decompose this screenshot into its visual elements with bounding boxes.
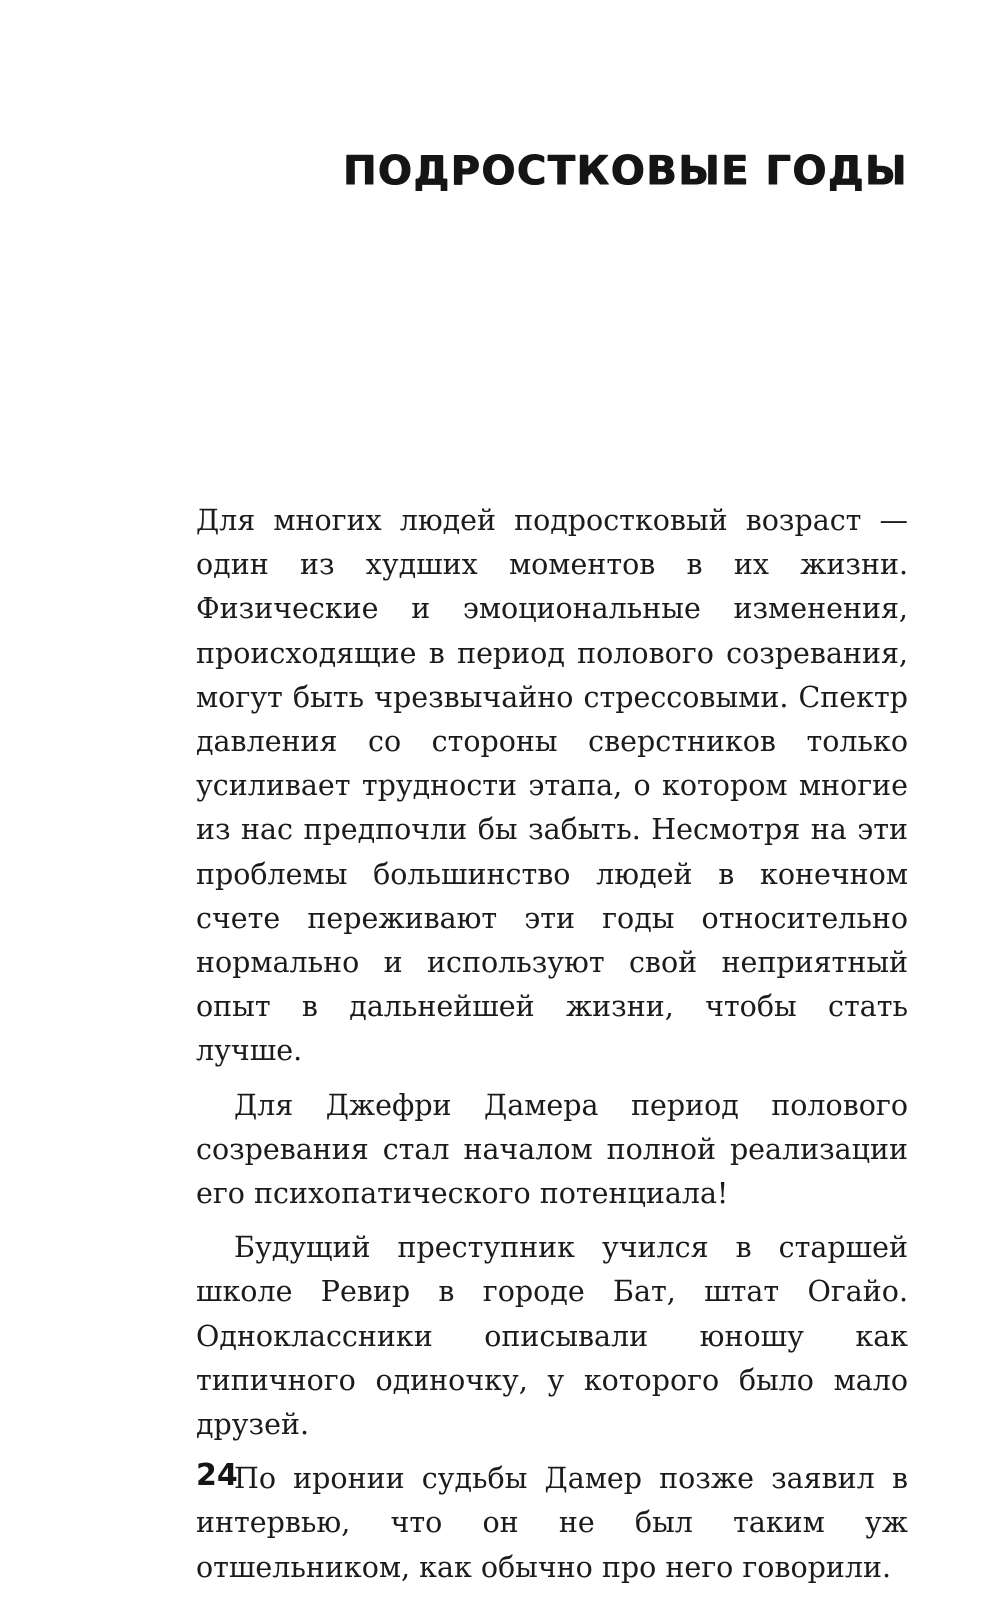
chapter-title: ПОДРОСТКОВЫЕ ГОДЫ	[342, 148, 908, 194]
paragraph: Для многих людей подростковый возраст — один из худших моментов в их жизни. Физические и эмоциональные изменения, происходящие в период полового созревания, могут быть чрезвычайно стрессовыми. Спектр давления со стороны сверстников только усиливает трудности этапа, о котором многие из нас предпочли бы забыть. Несмотря на эти проблемы большинство людей в конечном счете переживают эти годы относительно нормально и используют свой неприятный опыт в дальнейшей жизни, чтобы стать лучше.	[196, 504, 908, 1068]
chapter-body	[196, 499, 908, 1600]
paragraph: Для Джефри Дамера период полового созревания стал началом полной реализации его психопатического потенциала!	[196, 1088, 908, 1211]
paragraph: Будущий преступник учился в старшей школе Ревир в городе Бат, штат Огайо. Одноклассники описывали юношу как типичного одиночку, у которого было мало друзей.	[196, 1231, 908, 1442]
paragraph: По иронии судьбы Дамер позже заявил в интервью, что он не был таким уж отшельником, как обычно про него говорили.	[196, 1462, 908, 1584]
page-number: 24	[196, 1458, 238, 1493]
